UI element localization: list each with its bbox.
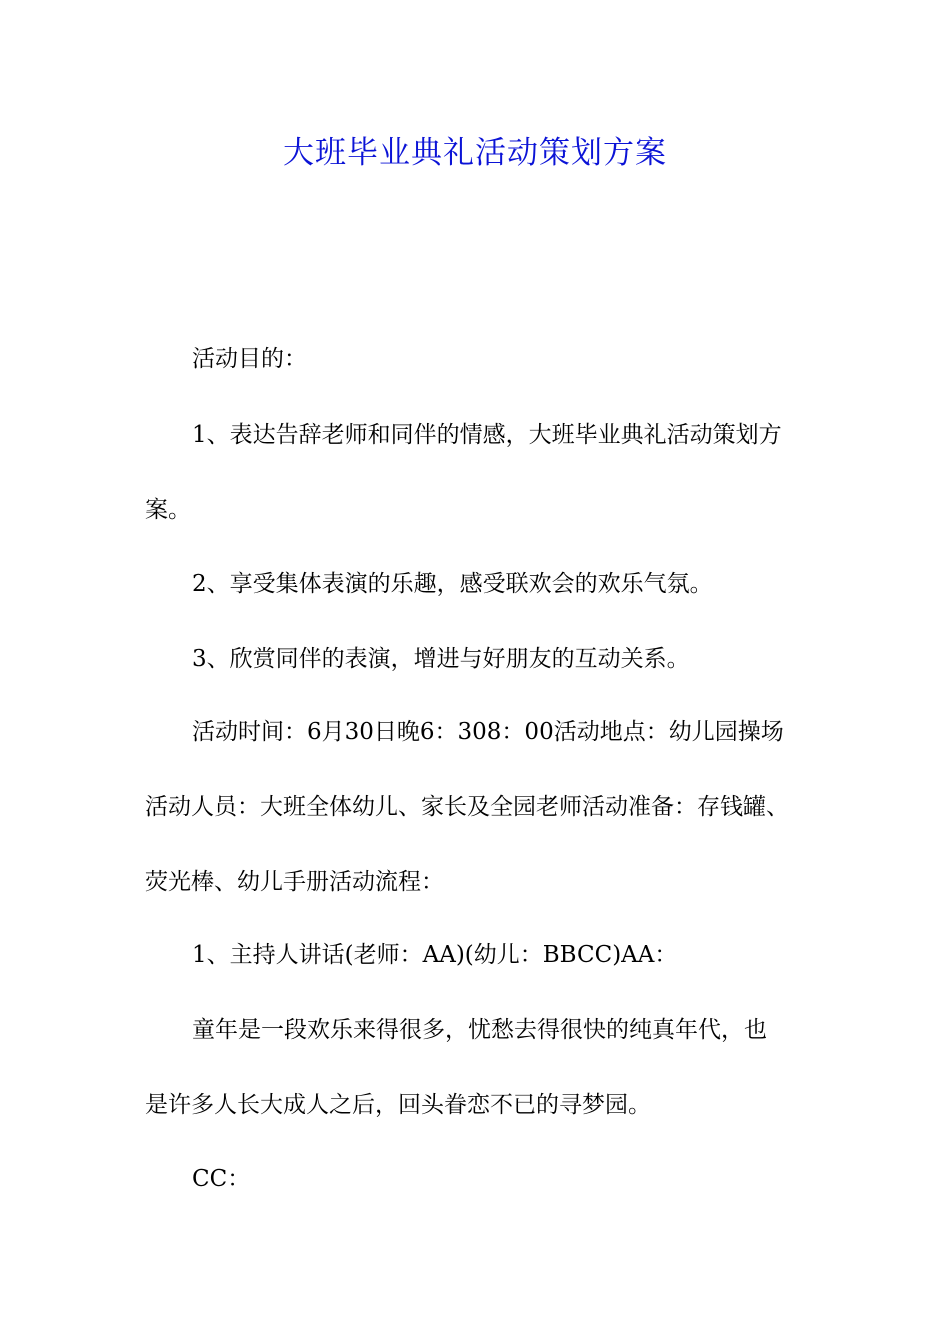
text-line: 1、主持人讲话(老师：AA)(幼儿：BBCC)AA： xyxy=(192,942,678,968)
text-line: 3、欣赏同伴的表演，增进与好朋友的互动关系。 xyxy=(192,646,690,672)
text-line: 活动人员：大班全体幼儿、家长及全园老师活动准备：存钱罐、 xyxy=(145,794,789,820)
text-line: 活动时间：6月30日晚6：308：00活动地点：幼儿园操场 xyxy=(192,719,784,745)
text-line: 荧光棒、幼儿手册活动流程： xyxy=(145,869,444,895)
text-line: 是许多人长大成人之后，回头眷恋不已的寻梦园。 xyxy=(145,1092,651,1118)
text-line: 1、表达告辞老师和同伴的情感，大班毕业典礼活动策划方 xyxy=(192,422,782,448)
text-line: 2、享受集体表演的乐趣，感受联欢会的欢乐气氛。 xyxy=(192,571,713,597)
text-line: 童年是一段欢乐来得很多，忧愁去得很快的纯真年代，也 xyxy=(192,1017,767,1043)
text-line: CC： xyxy=(192,1166,251,1192)
text-line: 活动目的： xyxy=(192,346,307,372)
document-title: 大班毕业典礼活动策划方案 xyxy=(283,135,667,171)
text-line: 案。 xyxy=(145,497,191,523)
